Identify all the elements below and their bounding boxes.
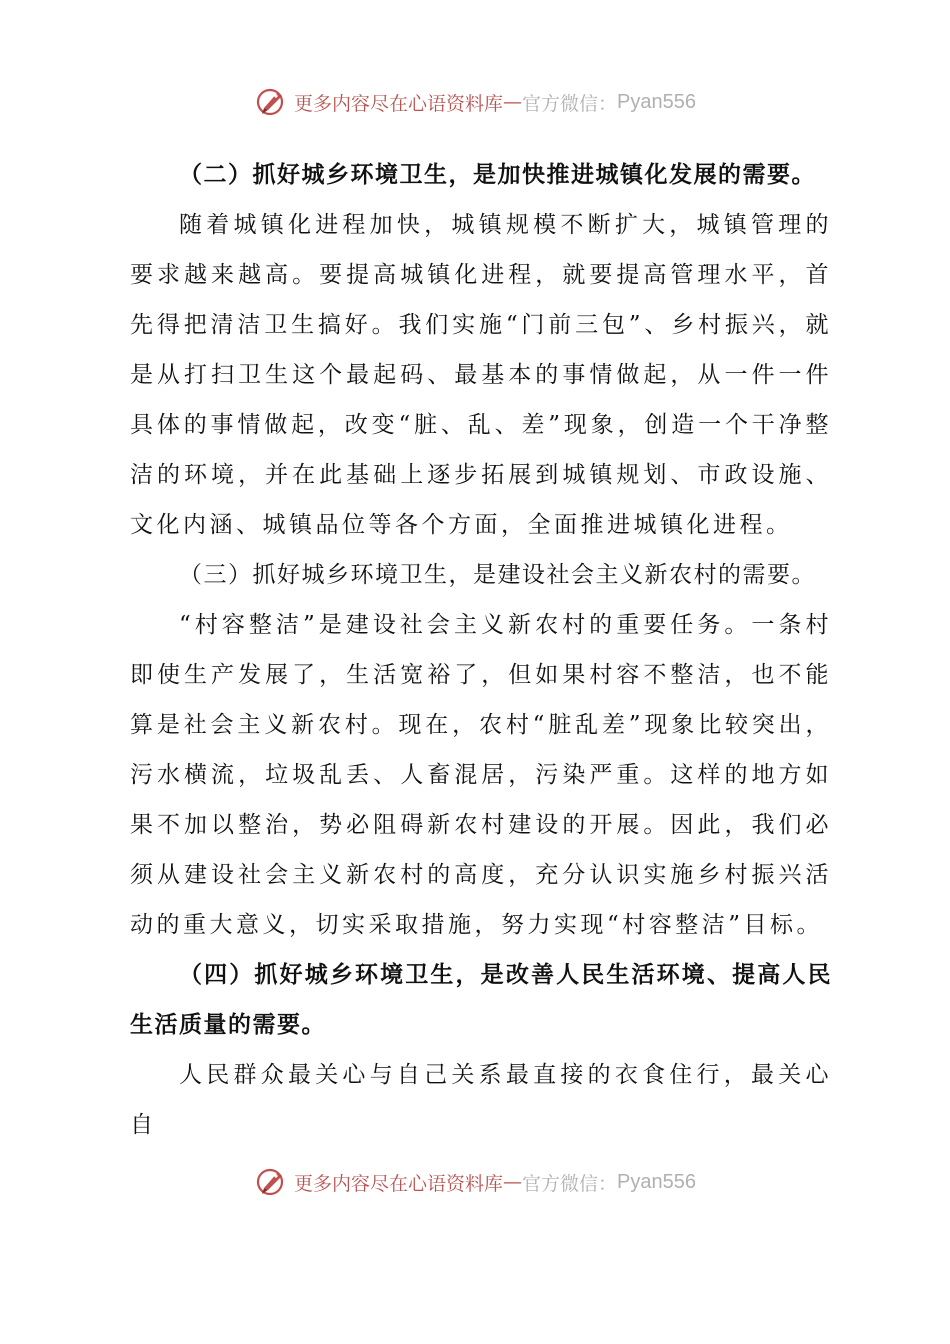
banner-wechat-id: Pyan556 [617, 90, 696, 113]
banner-separator: — [503, 1171, 523, 1193]
footer-banner [0, 1162, 950, 1202]
pen-nib-icon [254, 84, 290, 120]
banner-wechat-label: 官方微信： [522, 92, 618, 115]
banner-wechat-label: 官方微信： [522, 1172, 618, 1195]
section-heading-4: （四）抓好城乡环境卫生，是改善人民生活环境、提高人民生活质量的需要。 [130, 961, 832, 1038]
header-banner [0, 82, 950, 122]
banner-text: 更多内容尽在心语资料库 [294, 1172, 504, 1195]
banner-text: 更多内容尽在心语资料库 [294, 92, 504, 115]
section-heading-3: （三）抓好城乡环境卫生，是建设社会主义新农村的需要。 [179, 562, 816, 588]
document-body [130, 150, 832, 1150]
paragraph-4: 人民群众最关心与自己关系最直接的衣食住行，最关心自 [130, 1062, 832, 1138]
paragraph-3: “村容整洁”是建设社会主义新农村的重要任务。一条村即使生产发展了，生活宽裕了，但如果村容不整洁，也不能算是社会主义新农村。现在，农村“脏乱差”现象比较突出，污水横流，垃圾乱丢、人畜混居，污染严重。这样的地方如果不加以整治，势必阻碍新农村建设的开展。因此，我们必须从建设社会主义新农村的高度，充分认识实施乡村振兴活动的重大意义，切实采取措施，努力实现“村容整洁”目标。 [130, 612, 832, 938]
section-heading-2: （二）抓好城乡环境卫生，是加快推进城镇化发展的需要。 [179, 161, 816, 188]
banner-wechat-id: Pyan556 [617, 1170, 696, 1193]
paragraph-2: 随着城镇化进程加快，城镇规模不断扩大，城镇管理的要求越来越高。要提高城镇化进程，就要提高管理水平，首先得把清洁卫生搞好。我们实施“门前三包”、乡村振兴，就是从打扫卫生这个最起码、最基本的事情做起，从一件一件具体的事情做起，改变“脏、乱、差”现象，创造一个干净整洁的环境，并在此基础上逐步拓展到城镇规划、市政设施、文化内涵、城镇品位等各个方面，全面推进城镇化进程。 [130, 212, 832, 538]
banner-separator: — [503, 91, 523, 113]
pen-nib-icon [254, 1164, 290, 1200]
